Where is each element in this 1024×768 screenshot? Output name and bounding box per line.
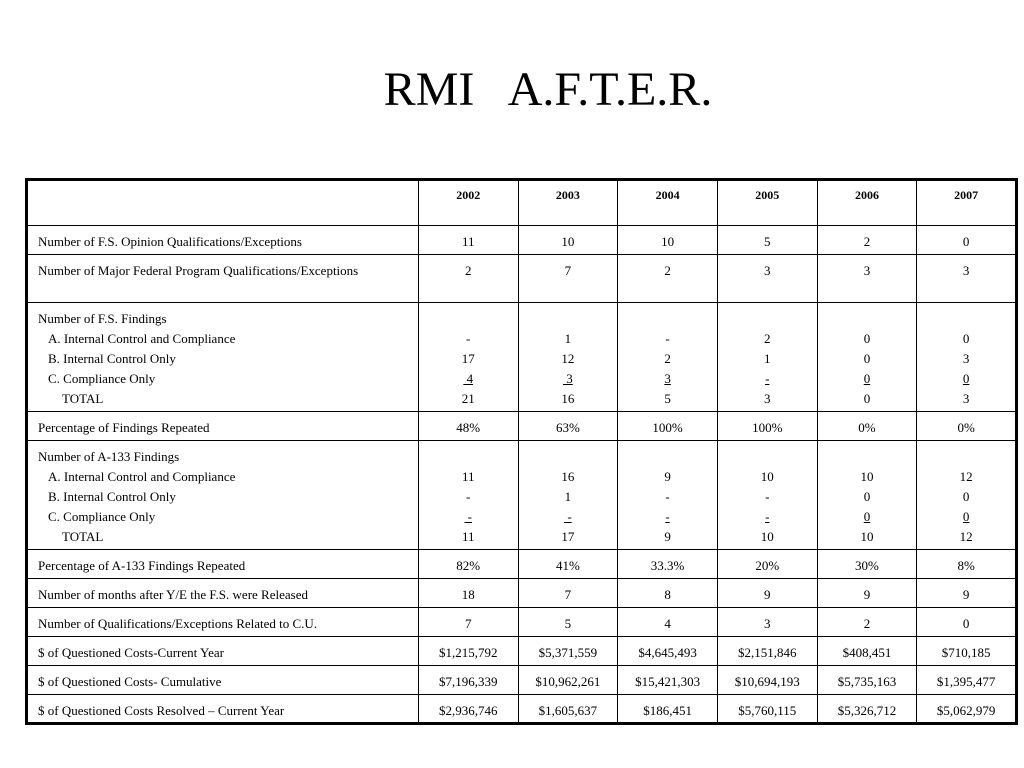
row-value: -	[665, 489, 670, 504]
table-row	[27, 579, 1017, 608]
row-value: 0	[863, 391, 871, 406]
row-value: 10	[760, 529, 774, 544]
fs-findings-values	[618, 303, 718, 412]
row-value: 11	[461, 469, 475, 484]
row-value: 4	[463, 371, 474, 386]
row-value: 7	[518, 579, 618, 608]
row-label: Number of months after Y/E the F.S. were Released	[27, 579, 419, 608]
row-value: 3	[962, 351, 970, 366]
row-value: 11	[418, 226, 518, 255]
a133-findings-item-label: C. Compliance Only	[48, 509, 156, 524]
row-value: 0	[962, 489, 970, 504]
row-value: -	[464, 509, 472, 524]
row-value: $186,451	[618, 695, 718, 724]
row-value: 2	[618, 255, 718, 303]
row-value: 1	[564, 331, 572, 346]
row-value: 9	[817, 579, 917, 608]
fs-findings-values	[518, 303, 618, 412]
year-header: 2007	[917, 180, 1017, 226]
a133-findings-values	[817, 441, 917, 550]
row-value: 0	[863, 509, 871, 524]
fs-findings-total-label: TOTAL	[62, 391, 104, 406]
row-value: 0	[962, 371, 970, 386]
a133-findings-values	[917, 441, 1017, 550]
row-value: $10,962,261	[518, 666, 618, 695]
header-row	[27, 180, 1017, 226]
row-value: 3	[962, 391, 970, 406]
row-value: 12	[959, 469, 973, 484]
a133-findings-total-label: TOTAL	[62, 529, 104, 544]
row-value: -	[665, 509, 670, 524]
row-value: 16	[561, 391, 575, 406]
row-value: $7,196,339	[418, 666, 518, 695]
year-header: 2005	[717, 180, 817, 226]
row-label: Percentage of Findings Repeated	[27, 412, 419, 441]
row-value: 5	[664, 391, 671, 406]
row-value: $408,451	[817, 637, 917, 666]
row-value: 8	[618, 579, 718, 608]
row-value: 0	[962, 331, 970, 346]
row-value: $5,760,115	[717, 695, 817, 724]
row-value: 10	[618, 226, 718, 255]
row-value: $1,605,637	[518, 695, 618, 724]
row-value: 18	[418, 579, 518, 608]
row-value: 17	[461, 351, 475, 366]
row-value: 1	[564, 489, 572, 504]
row-value: 30%	[817, 550, 917, 579]
year-header: 2004	[618, 180, 718, 226]
table-row	[27, 608, 1017, 637]
row-label: Number of Major Federal Program Qualifications/Exceptions	[27, 255, 419, 303]
row-label: Number of F.S. Opinion Qualifications/Exceptions	[27, 226, 419, 255]
row-label: $ of Questioned Costs- Cumulative	[27, 666, 419, 695]
fs-findings-item-label: C. Compliance Only	[48, 371, 156, 386]
row-value: 100%	[717, 412, 817, 441]
a133-findings-labels	[27, 441, 419, 550]
a133-findings-values	[618, 441, 718, 550]
table-row	[27, 412, 1017, 441]
row-value: 12	[561, 351, 575, 366]
table-row	[27, 695, 1017, 724]
row-value: 0	[863, 331, 871, 346]
row-value: $15,421,303	[618, 666, 718, 695]
a133-findings-heading: Number of A-133 Findings	[38, 449, 180, 464]
row-value: -	[564, 509, 572, 524]
row-value: $10,694,193	[717, 666, 817, 695]
row-value: 48%	[418, 412, 518, 441]
header-blank-cell	[27, 180, 419, 226]
row-value: 16	[561, 469, 575, 484]
row-value: 21	[461, 391, 475, 406]
row-value: 2	[817, 608, 917, 637]
row-value: $4,645,493	[618, 637, 718, 666]
row-value: 12	[959, 529, 973, 544]
row-value: 9	[664, 469, 671, 484]
row-value: $2,936,746	[418, 695, 518, 724]
table-row	[27, 255, 1017, 303]
page-title: RMI A.F.T.E.R.	[383, 63, 713, 116]
row-value: 2	[764, 331, 771, 346]
fs-findings-item-label: B. Internal Control Only	[48, 351, 176, 366]
row-value: 0	[863, 489, 871, 504]
row-value: 3	[717, 608, 817, 637]
row-value: 10	[760, 469, 774, 484]
a133-findings-item-label: A. Internal Control and Compliance	[48, 469, 236, 484]
row-value: $1,215,792	[418, 637, 518, 666]
table-row	[27, 226, 1017, 255]
row-value: -	[765, 371, 770, 386]
row-value: 9	[917, 579, 1017, 608]
row-value: 9	[664, 529, 671, 544]
fs-findings-values	[418, 303, 518, 412]
row-value: 63%	[518, 412, 618, 441]
row-value: 8%	[917, 550, 1017, 579]
row-value: $2,151,846	[717, 637, 817, 666]
row-value: 3	[917, 255, 1017, 303]
row-value: 10	[518, 226, 618, 255]
fs-findings-item-label: A. Internal Control and Compliance	[48, 331, 236, 346]
year-header: 2006	[817, 180, 917, 226]
row-value: 3	[817, 255, 917, 303]
row-value: $5,735,163	[817, 666, 917, 695]
row-value: 0	[917, 226, 1017, 255]
table-row	[27, 666, 1017, 695]
row-value: -	[466, 489, 471, 504]
row-value: $5,062,979	[917, 695, 1017, 724]
row-value: -	[765, 489, 770, 504]
a133-findings-values	[717, 441, 817, 550]
a133-findings-row	[27, 441, 1017, 550]
row-value: $5,371,559	[518, 637, 618, 666]
table-row	[27, 550, 1017, 579]
row-value: $5,326,712	[817, 695, 917, 724]
fs-findings-values	[717, 303, 817, 412]
row-value: 100%	[618, 412, 718, 441]
fs-findings-values	[817, 303, 917, 412]
row-value: -	[765, 509, 770, 524]
row-value: 3	[717, 255, 817, 303]
row-value: $1,395,477	[917, 666, 1017, 695]
row-value: 0	[863, 351, 871, 366]
year-header: 2003	[518, 180, 618, 226]
row-value: -	[466, 331, 471, 346]
row-value: 2	[418, 255, 518, 303]
row-value: 1	[764, 351, 771, 366]
row-label: Percentage of A-133 Findings Repeated	[27, 550, 419, 579]
row-value: -	[665, 331, 670, 346]
row-value: 41%	[518, 550, 618, 579]
row-value: 3	[664, 371, 671, 386]
fs-findings-heading: Number of F.S. Findings	[38, 311, 167, 326]
row-value: 0	[962, 509, 970, 524]
fs-findings-labels	[27, 303, 419, 412]
row-value: 10	[860, 529, 874, 544]
fs-findings-values	[917, 303, 1017, 412]
row-value: 0%	[917, 412, 1017, 441]
row-value: 20%	[717, 550, 817, 579]
row-value: 0	[863, 371, 871, 386]
row-value: 10	[860, 469, 874, 484]
row-value: 2	[664, 351, 671, 366]
table-row	[27, 637, 1017, 666]
row-value: 3	[563, 371, 573, 386]
row-value: 3	[764, 391, 771, 406]
year-header: 2002	[418, 180, 518, 226]
a133-findings-values	[518, 441, 618, 550]
row-value: 5	[518, 608, 618, 637]
row-label: Number of Qualifications/Exceptions Related to C.U.	[27, 608, 419, 637]
row-value: 4	[618, 608, 718, 637]
row-value: 0%	[817, 412, 917, 441]
after-summary-table	[25, 178, 1018, 725]
row-value: 7	[518, 255, 618, 303]
row-value: 7	[418, 608, 518, 637]
a133-findings-item-label: B. Internal Control Only	[48, 489, 176, 504]
row-value: 2	[817, 226, 917, 255]
row-value: 11	[461, 529, 475, 544]
row-value: 17	[561, 529, 575, 544]
row-value: 0	[917, 608, 1017, 637]
row-value: 82%	[418, 550, 518, 579]
a133-findings-values	[418, 441, 518, 550]
row-value: 9	[717, 579, 817, 608]
row-label: $ of Questioned Costs-Current Year	[27, 637, 419, 666]
row-value: 5	[717, 226, 817, 255]
fs-findings-row	[27, 303, 1017, 412]
row-value: $710,185	[917, 637, 1017, 666]
row-value: 33.3%	[618, 550, 718, 579]
row-label: $ of Questioned Costs Resolved – Current Year	[27, 695, 419, 724]
